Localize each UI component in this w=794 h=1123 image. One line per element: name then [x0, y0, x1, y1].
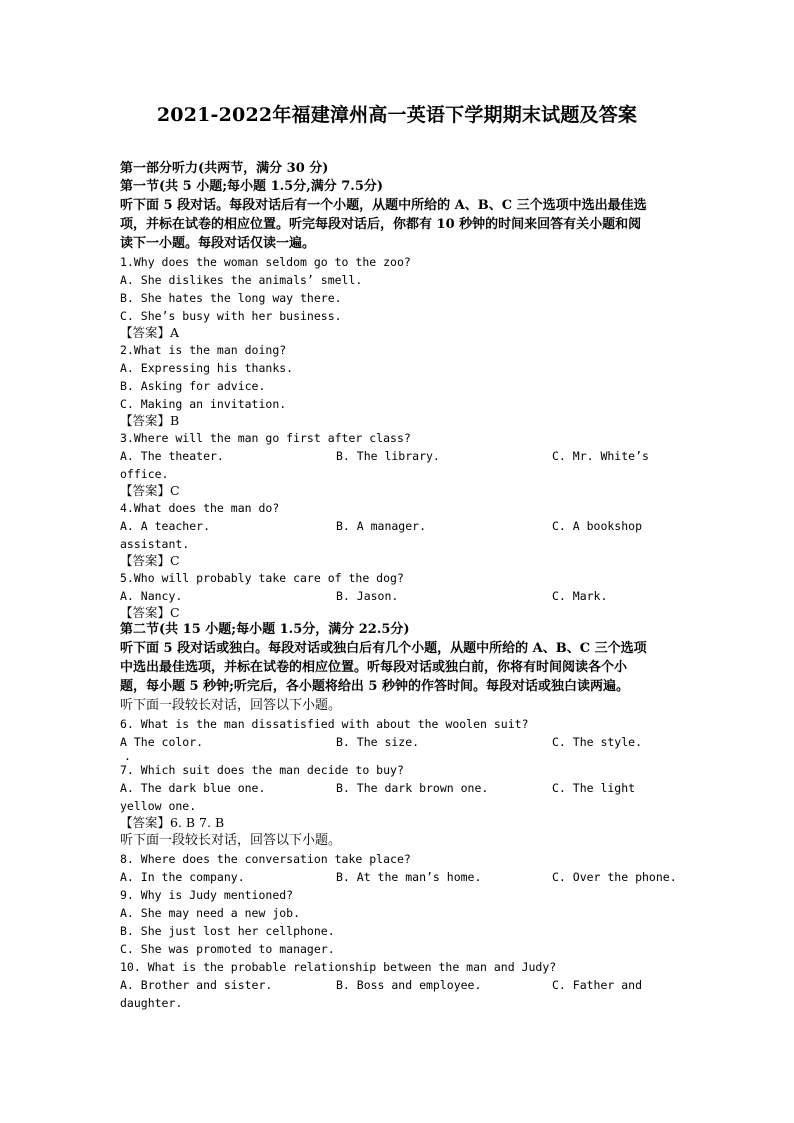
dialogue-lead: 听下面一段较长对话，回答以下小题。: [120, 698, 342, 713]
q4-option-b: B. A manager.: [336, 519, 427, 533]
q3-option-a: A. The theater.: [120, 449, 224, 463]
q5-option-a: A. Nancy.: [120, 589, 183, 603]
q6-option-a: A The color.: [120, 735, 204, 749]
q2-option-a: A. Expressing his thanks.: [120, 361, 294, 375]
q7-option-a: A. The dark blue one.: [120, 781, 266, 795]
q5-answer: 【答案】C: [120, 605, 180, 620]
question-7: 7. Which suit does the man decide to buy?: [120, 763, 404, 777]
question-3: 3.Where will the man go first after class?: [120, 431, 411, 445]
q1-option-c: C. She’s busy with her business.: [120, 309, 342, 323]
q7-option-b: B. The dark brown one.: [336, 781, 489, 795]
q1-answer: 【答案】A: [120, 325, 180, 340]
q9-option-a: A. She may need a new job.: [120, 906, 301, 920]
section1-heading: 第一节(共 5 小题;每小题 1.5分,满分 7.5分): [120, 179, 384, 194]
q8-option-a: A. In the company.: [120, 870, 245, 884]
question-8: 8. Where does the conversation take place?: [120, 852, 411, 866]
section2-instructions-line: 中选出最佳选项，并标在试卷的相应位置。听每段对话或独白前，你将有时间阅读各个小: [120, 660, 628, 675]
q3-option-b: B. The library.: [336, 449, 440, 463]
q7-option-c: C. The light: [552, 781, 636, 795]
question-10: 10. What is the probable relationship between the man and Judy?: [120, 960, 557, 974]
question-5: 5.Who will probably take care of the dog?: [120, 571, 404, 585]
dialogue-lead: 听下面一段较长对话，回答以下小题。: [120, 833, 342, 848]
q5-option-b: B. Jason.: [336, 589, 399, 603]
q4-answer: 【答案】C: [120, 553, 180, 568]
section1-instructions-line: 听下面 5 段对话。每段对话后有一个小题，从题中所给的 A、B、C 三个选项中选出最佳选: [120, 198, 647, 213]
q6-option-c: C. The style.: [552, 735, 643, 749]
q6-option-b: B. The size.: [336, 735, 420, 749]
q2-option-b: B. Asking for advice.: [120, 379, 266, 393]
q1-option-a: A. She dislikes the animals’ smell.: [120, 273, 363, 287]
q10-option-b: B. Boss and employee.: [336, 978, 482, 992]
document-title: 2021-2022年福建漳州高一英语下学期期末试题及答案: [156, 104, 638, 126]
q2-option-c: C. Making an invitation.: [120, 397, 287, 411]
q6-stray-dot: .: [124, 749, 131, 763]
q4-option-c-continued: assistant.: [120, 537, 190, 551]
q3-options: [120, 447, 680, 465]
q10-options: [120, 976, 680, 994]
q3-option-c-continued: office.: [120, 467, 169, 481]
q4-option-a: A. A teacher.: [120, 519, 211, 533]
q8-option-c: C. Over the phone.: [552, 870, 677, 884]
q2-answer: 【答案】B: [120, 413, 180, 428]
section2-heading: 第二节(共 15 小题;每小题 1.5分，满分 22.5分): [120, 622, 410, 637]
section2-instructions-line: 听下面 5 段对话或独白。每段对话或独白后有几个小题，从题中所给的 A、B、C 三个选项: [120, 641, 647, 656]
document-body: [120, 160, 680, 1012]
question-9: 9. Why is Judy mentioned?: [120, 888, 294, 902]
q6-q7-answer: 【答案】6. B 7. B: [120, 815, 225, 830]
q4-option-c: C. A bookshop: [552, 519, 643, 533]
q10-option-c-continued: daughter.: [120, 996, 183, 1010]
section1-instructions-line: 项，并标在试卷的相应位置。听完每段对话后，你都有 10 秒钟的时间来回答有关小题和阅: [120, 217, 642, 232]
q9-option-c: C. She was promoted to manager.: [120, 942, 335, 956]
question-4: 4.What does the man do?: [120, 501, 280, 515]
q7-options: [120, 779, 680, 797]
q8-option-b: B. At the man’s home.: [336, 870, 482, 884]
question-6: 6. What is the man dissatisfied with about the woolen suit?: [120, 717, 529, 731]
q4-options: [120, 517, 680, 535]
q7-option-c-continued: yellow one.: [120, 799, 197, 813]
section2-instructions-line: 题，每小题 5 秒钟;听完后，各小题将给出 5 秒钟的作答时间。每段对话或独白读两遍。: [120, 679, 629, 694]
section1-instructions-line: 读下一小题。每段对话仅读一遍。: [120, 236, 316, 251]
question-1: 1.Why does the woman seldom go to the zoo?: [120, 255, 411, 269]
question-2: 2.What is the man doing?: [120, 343, 287, 357]
q6-options: [120, 733, 680, 751]
q10-option-c: C. Father and: [552, 978, 643, 992]
q5-options: [120, 587, 680, 605]
q5-option-c: C. Mark.: [552, 589, 608, 603]
q1-option-b: B. She hates the long way there.: [120, 291, 342, 305]
q9-option-b: B. She just lost her cellphone.: [120, 924, 335, 938]
q3-option-c: C. Mr. White’s: [552, 449, 649, 463]
q10-option-a: A. Brother and sister.: [120, 978, 273, 992]
q3-answer: 【答案】C: [120, 483, 180, 498]
part1-heading: 第一部分听力(共两节，满分 30 分): [120, 161, 329, 176]
q8-options: [120, 868, 680, 886]
